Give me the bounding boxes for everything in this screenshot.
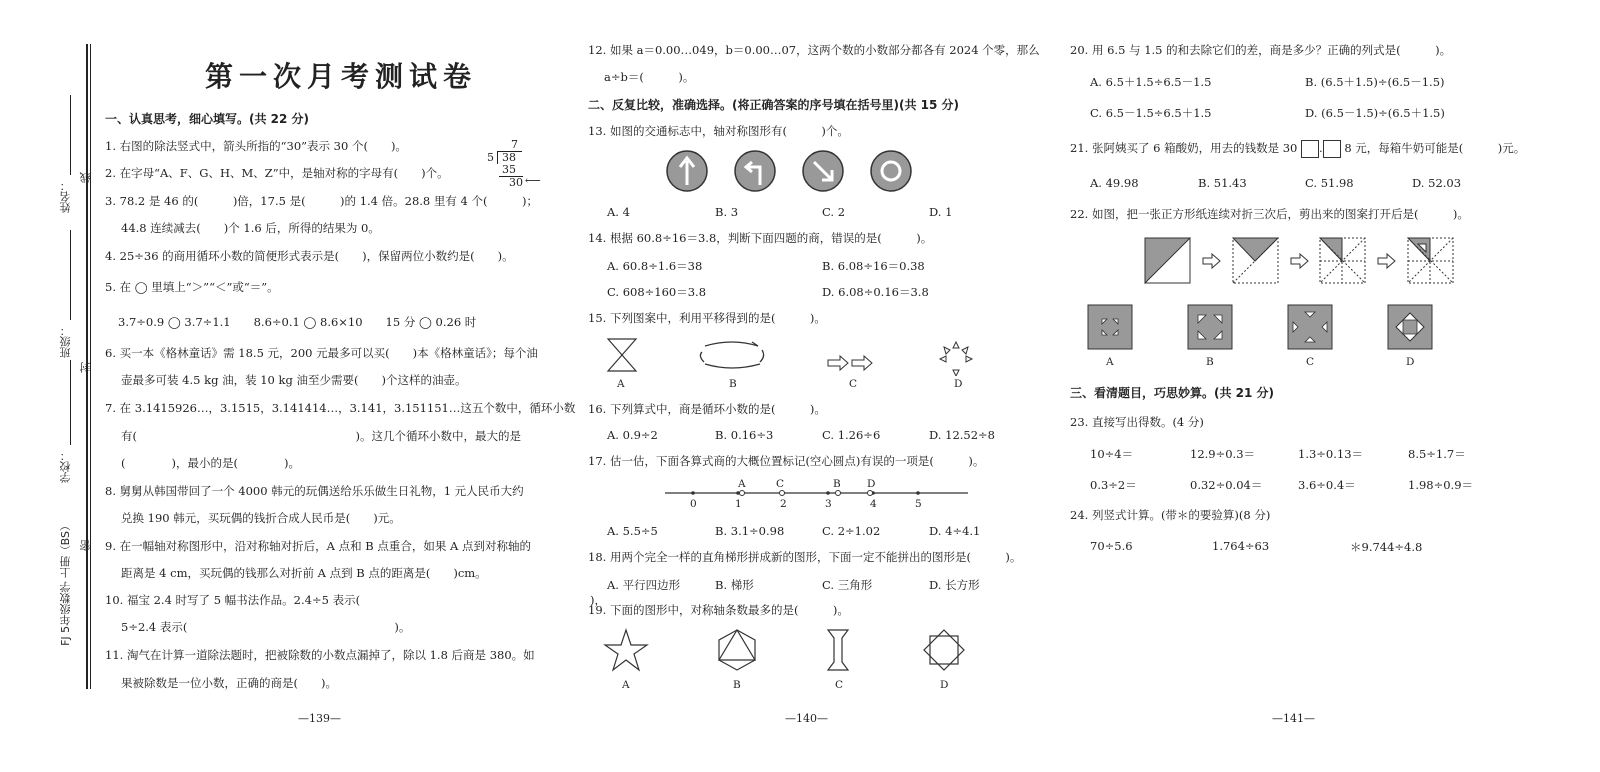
question-17: 17. 估一估，下面各算式商的大概位置标记(空心圆点)有误的一项是( )。 (588, 454, 985, 468)
question-8a: 8. 舅舅从韩国带回了一个 4000 韩元的玩偶送给乐乐做生日礼物，1 元人民币大约 (105, 484, 524, 498)
arrow-right-icon (1203, 254, 1220, 268)
radial-arrows-icon (940, 342, 972, 376)
question-6b: 壶最多可装 4.5 kg 油，装 10 kg 油至少需要( )个这样的油壶。 (121, 373, 467, 387)
q19-figures (600, 626, 980, 676)
q17-option-d: D. 4÷4.1 (929, 524, 981, 538)
division-divisor: 5 (487, 151, 494, 164)
page-number-141: —141— (1272, 712, 1315, 725)
nl-tick-1: 1 (735, 498, 742, 510)
q14-option-d: D. 6.08÷0.16＝3.8 (822, 285, 929, 299)
question-5: 5. 在 ◯ 里填上“＞”“＜”或“＝”。 (105, 280, 279, 294)
question-14: 14. 根据 60.8÷16＝3.8，判断下面四题的商，错误的是( )。 (588, 231, 933, 245)
q19-label-a: A (622, 679, 630, 691)
q23-item-1: 10÷4＝ (1090, 447, 1134, 461)
nl-tick-0: 0 (690, 498, 697, 510)
question-3a: 3. 78.2 是 46 的( )倍，17.5 是( )的 1.4 倍。28.8 里有 4 个( )； (105, 194, 538, 208)
q21-option-d: D. 52.03 (1412, 176, 1462, 190)
nl-tick-5: 5 (915, 498, 922, 510)
question-13: 13. 如图的交通标志中，轴对称图形有( )个。 (588, 124, 849, 138)
sign-up-arrow-icon (667, 151, 707, 191)
q15-label-a: A (617, 378, 625, 390)
question-22: 22. 如图，把一张正方形纸连续对折三次后，剪出来的图案打开后是( )。 (1070, 207, 1469, 221)
q13-option-b: B. 3 (715, 205, 739, 219)
q22-label-a: A (1106, 356, 1114, 368)
q18-option-c: C. 三角形 (822, 578, 873, 592)
q21-option-c: C. 51.98 (1305, 176, 1354, 190)
question-11b: 果被除数是一位小数，正确的商是( )。 (121, 676, 337, 690)
binding-school-label: 学校： (59, 450, 72, 483)
question-2: 2. 在字母“A、F、G、H、M、Z”中，是轴对称的字母有( )个。 (105, 166, 449, 180)
question-24: 24. 列竖式计算。(带＊的要验算)(8 分) (1070, 508, 1271, 522)
q18-option-b: B. 梯形 (715, 578, 754, 592)
question-20: 20. 用 6.5 与 1.5 的和去除它们的差，商是多少？正确的列式是( )。 (1070, 43, 1452, 57)
q18-option-d: D. 长方形 (929, 578, 980, 592)
arrow-right-icon-2 (1291, 254, 1308, 268)
binding-xian: 线 (79, 172, 92, 183)
question-10b: 5÷2.4 表示( )。 (121, 620, 411, 634)
class-underline (70, 230, 71, 320)
q20-option-c: C. 6.5－1.5÷6.5＋1.5 (1090, 106, 1212, 120)
q23-item-5: 0.3÷2＝ (1090, 478, 1137, 492)
q22-label-b: B (1206, 356, 1214, 368)
traffic-signs (660, 145, 920, 197)
q16-option-a: A. 0.9÷2 (607, 428, 658, 442)
q13-option-a: A. 4 (607, 205, 630, 219)
arrow-left-icon: ⟵ (525, 174, 541, 187)
fold-sequence (1140, 236, 1460, 288)
nl-mark-b: B (833, 478, 841, 490)
question-21-part2: 8 元，每箱牛奶可能是( )元。 (1344, 141, 1526, 155)
q23-item-8: 1.98÷0.9＝ (1408, 478, 1474, 492)
question-12a: 12. 如果 a＝0.00…049，b＝0.00…07，这两个数的小数部分都各有 2024 个零，那么 (588, 43, 1040, 57)
section-1-heading: 一、认真思考，细心填写。(共 22 分) (105, 112, 310, 126)
binding-mi: 密 (79, 540, 92, 551)
question-15: 15. 下列图案中，利用平移得到的是( )。 (588, 311, 826, 325)
q14-option-c: C. 608÷160＝3.8 (607, 285, 707, 299)
q17-option-c: C. 2÷1.02 (822, 524, 881, 538)
q20-option-b: B. (6.5＋1.5)÷(6.5－1.5) (1305, 75, 1445, 89)
question-6a: 6. 买一本《格林童话》需 18.5 元，200 元最多可以买( )本《格林童话》；每个油 (105, 346, 538, 360)
q18-option-a: A. 平行四边形 (607, 578, 681, 592)
question-9b: 距离是 4 cm，买玩偶的钱那么对折前 A 点到 B 点的距离是( )cm。 (121, 566, 487, 580)
q19-label-c: C (835, 679, 844, 691)
q20-option-a: A. 6.5＋1.5÷6.5－1.5 (1090, 75, 1212, 89)
nl-mark-c: C (776, 478, 785, 490)
blank-box-2[interactable] (1323, 140, 1341, 158)
sign-turn-left-icon (735, 151, 775, 191)
nl-mark-a: A (738, 478, 746, 490)
q13-option-d: D. 1 (929, 205, 953, 219)
question-7b: 有( )。这几个循环小数中，最大的是 (121, 429, 521, 443)
q24-item-3: ＊9.744÷4.8 (1350, 540, 1423, 554)
section-3-heading: 三、看清题目，巧思妙算。(共 21 分) (1070, 386, 1275, 400)
q15-label-b: B (729, 378, 737, 390)
fold-step-3 (1320, 238, 1365, 283)
hourglass-icon (608, 339, 636, 371)
question-9a: 9. 在一幅轴对称图形中，沿对称轴对折后，A 点和 B 点重合，如果 A 点到对称轴的 (105, 539, 531, 553)
question-11a: 11. 淘气在计算一道除法题时，把被除数的小数点漏掉了，除以 1.8 后商是 380。如 (105, 648, 535, 662)
question-3b: 44.8 连续减去( )个 1.6 后，所得的结果为 0。 (121, 221, 380, 235)
arrow-right-icon-3 (1378, 254, 1395, 268)
q22-answer-figures (1085, 303, 1445, 353)
binding-name-label: 姓名： (59, 180, 72, 213)
q21-option-b: B. 51.43 (1198, 176, 1247, 190)
fold-step-2 (1233, 238, 1278, 283)
division-dividend: 38 (502, 151, 516, 164)
question-7a: 7. 在 3.1415926…，3.1515，3.141414…，3.141，3.151151…这五个数中，循环小数 (105, 401, 576, 415)
q17-option-a: A. 5.5÷5 (607, 524, 658, 538)
question-21: 21. 张阿姨买了 6 箱酸奶，用去的钱数是 30 . 8 元，每箱牛奶可能是( )元。 (1070, 140, 1525, 158)
q23-item-2: 12.9÷0.3＝ (1190, 447, 1256, 461)
fold-step-1 (1145, 238, 1190, 283)
q19-label-b: B (733, 679, 741, 691)
q23-item-3: 1.3÷0.13＝ (1298, 447, 1364, 461)
binding-book-label: FJ 5年级数学 上册（BS） (59, 520, 72, 646)
q23-item-4: 8.5÷1.7＝ (1408, 447, 1466, 461)
answer-d-icon (1388, 305, 1432, 349)
star-icon (605, 630, 647, 670)
number-line (660, 477, 980, 517)
q15-label-c: C (849, 378, 858, 390)
q15-label-d: D (954, 378, 963, 390)
division-product: 35 (502, 163, 516, 176)
nl-tick-4: 4 (870, 498, 877, 510)
binding-class-label: 班级： (59, 325, 72, 358)
q15-figures (600, 336, 980, 376)
q24-item-2: 1.764÷63 (1212, 539, 1270, 553)
translated-arrows-icon (828, 356, 872, 370)
q14-option-b: B. 6.08÷16＝0.38 (822, 259, 925, 273)
division-figure (485, 138, 555, 190)
blank-box-1[interactable] (1301, 140, 1319, 158)
sign-roundabout-icon (871, 151, 911, 191)
question-7c: ( )，最小的是( )。 (121, 456, 300, 470)
q24-item-1: 70÷5.6 (1090, 539, 1133, 553)
name-underline (70, 95, 71, 175)
sign-diagonal-arrow-icon (803, 151, 843, 191)
nl-tick-2: 2 (780, 498, 787, 510)
division-remainder: 30 (509, 176, 523, 189)
nl-tick-3: 3 (825, 498, 832, 510)
answer-c-icon (1288, 305, 1332, 349)
i-beam-icon (828, 630, 848, 670)
q16-option-c: C. 1.26÷6 (822, 428, 881, 442)
question-4: 4. 25÷36 的商用循环小数的简便形式表示是( )，保留两位小数约是( )。 (105, 249, 514, 263)
school-underline (70, 360, 71, 445)
page-number-140: —140— (785, 712, 828, 725)
question-10a: 10. 福宝 2.4 时写了 5 幅书法作品。2.4÷5 表示( )， (105, 593, 607, 607)
question-8b: 兑换 190 韩元，买玩偶的钱折合成人民币是( )元。 (121, 511, 401, 525)
hexagon-triangle-icon (719, 630, 755, 670)
page-number-139: —139— (298, 712, 341, 725)
q14-option-a: A. 60.8÷1.6＝38 (607, 259, 703, 273)
answer-a-icon (1088, 305, 1132, 349)
q16-option-d: D. 12.52÷8 (929, 428, 995, 442)
binding-feng: 封 (79, 362, 92, 373)
q19-label-d: D (940, 679, 949, 691)
q17-option-b: B. 3.1÷0.98 (715, 524, 785, 538)
question-21-part1: 21. 张阿姨买了 6 箱酸奶，用去的钱数是 30 (1070, 141, 1298, 155)
question-12b: a÷b＝( )。 (604, 70, 695, 84)
q23-item-6: 0.32÷0.04＝ (1190, 478, 1263, 492)
question-23: 23. 直接写出得数。(4 分) (1070, 415, 1204, 429)
page-title: 第一次月考测试卷 (205, 60, 478, 93)
q20-option-d: D. (6.5－1.5)÷(6.5＋1.5) (1305, 106, 1445, 120)
q21-option-a: A. 49.98 (1090, 176, 1139, 190)
nl-mark-d: D (867, 478, 876, 490)
q13-option-c: C. 2 (822, 205, 846, 219)
rotating-arrows-icon (700, 342, 763, 368)
q23-item-7: 3.6÷0.4＝ (1298, 478, 1356, 492)
answer-b-icon (1188, 305, 1232, 349)
question-1: 1. 右图的除法竖式中，箭头所指的“30”表示 30 个( )。 (105, 139, 407, 153)
q22-label-c: C (1306, 356, 1315, 368)
q22-label-d: D (1406, 356, 1415, 368)
octagram-icon (924, 630, 964, 670)
question-19: 19. 下面的图形中，对称轴条数最多的是( )。 (588, 603, 849, 617)
division-quotient: 7 (511, 138, 518, 151)
question-18: 18. 用两个完全一样的直角梯形拼成新的图形，下面一定不能拼出的图形是( )。 (588, 550, 1022, 564)
q16-option-b: B. 0.16÷3 (715, 428, 774, 442)
question-5-items: 3.7÷0.9 ◯ 3.7÷1.1 8.6÷0.1 ◯ 8.6×10 15 分 ◯ 0.26 时 (118, 315, 477, 329)
fold-step-4 (1408, 238, 1453, 283)
question-16: 16. 下列算式中，商是循环小数的是( )。 (588, 402, 826, 416)
section-2-heading: 二、反复比较，准确选择。(将正确答案的序号填在括号里)(共 15 分) (588, 98, 959, 112)
